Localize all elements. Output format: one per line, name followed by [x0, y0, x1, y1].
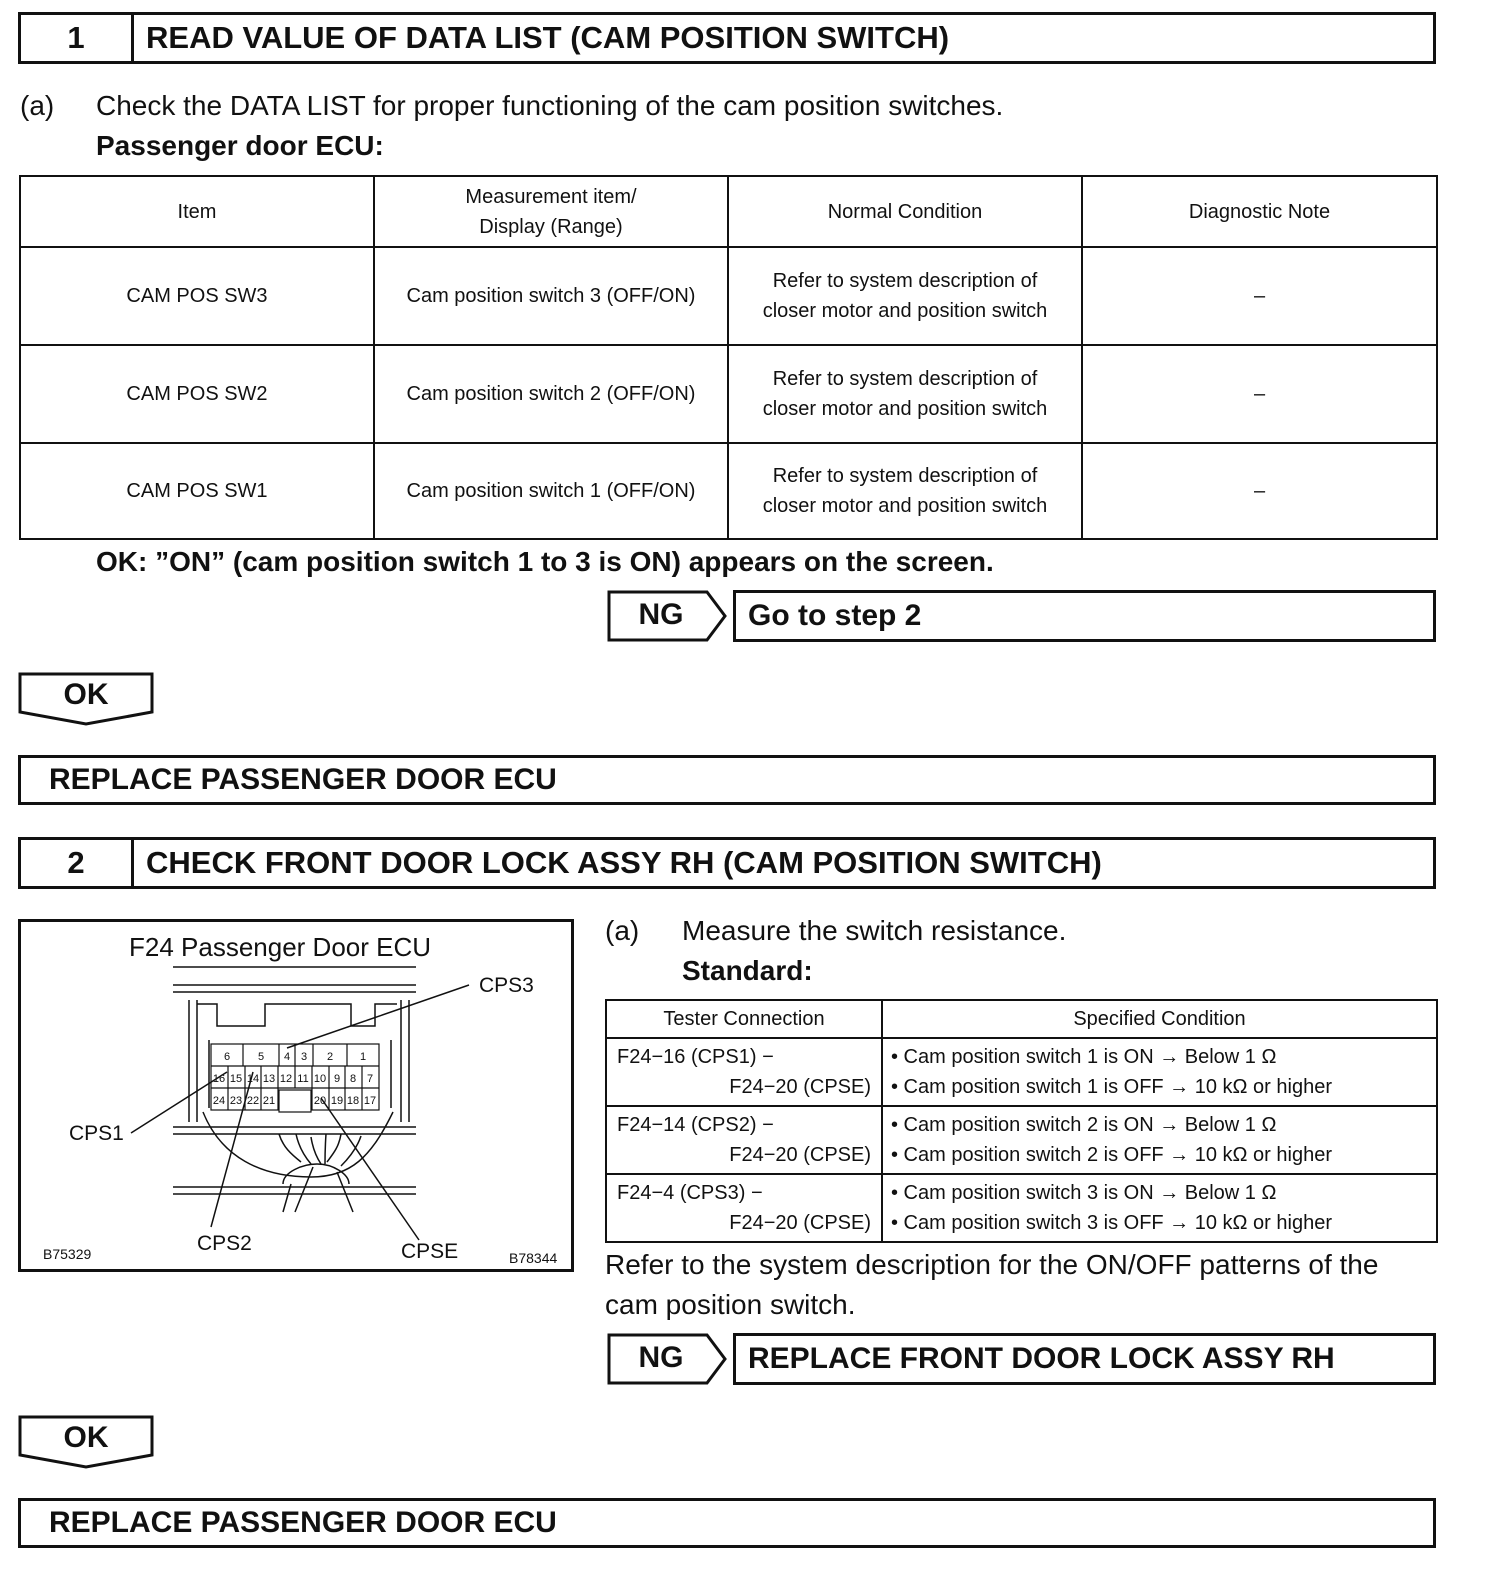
header-item: Item: [20, 176, 374, 247]
pin-label: 20: [313, 1095, 327, 1107]
step1-header: [18, 12, 1436, 64]
step2-title: CHECK FRONT DOOR LOCK ASSY RH (CAM POSITION SWITCH): [146, 845, 1102, 880]
step1-sub-a-marker: (a): [20, 90, 55, 121]
pin-label: 10: [313, 1073, 327, 1085]
specified-condition: • Cam position switch 3 is ON → Below 1 Ω • Cam position switch 3 is OFF → 10 kΩ or higher: [882, 1174, 1437, 1242]
pin-label: 22: [246, 1095, 260, 1107]
label-cps2: CPS2: [197, 1232, 252, 1255]
spec-table: [605, 999, 1438, 1243]
specified-condition: • Cam position switch 1 is ON → Below 1 Ω • Cam position switch 1 is OFF → 10 kΩ or higher: [882, 1038, 1437, 1106]
label-cpse: CPSE: [401, 1240, 459, 1263]
pin-label: 23: [229, 1095, 243, 1107]
label-cps1: CPS1: [69, 1122, 124, 1145]
step1-ng-row: [607, 590, 1436, 642]
header-measurement: Measurement item/ Display (Range): [374, 176, 728, 247]
header-diagnostic-note: Diagnostic Note: [1082, 176, 1437, 247]
pin-label: 9: [333, 1073, 341, 1085]
table-row: [606, 1038, 1437, 1106]
row-note: –: [1082, 443, 1437, 539]
pin-label: 21: [262, 1095, 276, 1107]
row-condition: Refer to system description of closer motor and position switch: [728, 247, 1082, 345]
header-tester-connection: Tester Connection: [606, 1000, 882, 1038]
pin-label: 3: [300, 1051, 308, 1063]
pin-label: 14: [246, 1073, 260, 1085]
specified-condition: • Cam position switch 2 is ON → Below 1 Ω • Cam position switch 2 is OFF → 10 kΩ or higher: [882, 1106, 1437, 1174]
leader-cps3: [287, 985, 469, 1048]
header-normal-condition: Normal Condition: [728, 176, 1082, 247]
step1-ok-label: OK: [63, 678, 109, 711]
pin-label: 7: [366, 1073, 374, 1085]
table-row: [20, 247, 1437, 345]
row-measure: Cam position switch 1 (OFF/ON): [374, 443, 728, 539]
pin-label: 4: [283, 1051, 291, 1063]
connector-diagram: [18, 919, 574, 1272]
pin-label: 8: [349, 1073, 357, 1085]
step1-ng-label: NG: [638, 598, 684, 631]
tester-connection: F24−4 (CPS3) − F24−20 (CPSE): [606, 1174, 882, 1242]
ok-condition-text: OK: ”ON” (cam position switch 1 to 3 is ON) appears on the screen.: [96, 546, 994, 577]
row-note: –: [1082, 247, 1437, 345]
pin-label: 15: [229, 1073, 243, 1085]
table-header-row: [20, 176, 1437, 247]
step2-number: 2: [21, 840, 134, 886]
pin-label: 17: [363, 1095, 377, 1107]
label-cps3: CPS3: [479, 974, 534, 997]
row-condition: Refer to system description of closer motor and position switch: [728, 345, 1082, 443]
code-right: B78344: [509, 1250, 558, 1266]
step1-ng-button[interactable]: [607, 590, 727, 640]
refer-line-1: Refer to the system description for the ON/OFF patterns of the: [605, 1249, 1379, 1280]
row-item: CAM POS SW1: [20, 443, 374, 539]
pin-label: 13: [262, 1073, 276, 1085]
data-list-table: [19, 175, 1438, 540]
step1-ng-target: Go to step 2: [733, 590, 1436, 642]
pin-label: 24: [212, 1095, 226, 1107]
table-row: [20, 443, 1437, 539]
step2-ng-button[interactable]: [607, 1333, 727, 1383]
pin-label: 19: [330, 1095, 344, 1107]
step2-header: [18, 837, 1436, 889]
row-item: CAM POS SW3: [20, 247, 374, 345]
refer-line-2: cam position switch.: [605, 1289, 856, 1320]
pin-label: 1: [359, 1051, 367, 1063]
tester-connection: F24−14 (CPS2) − F24−20 (CPSE): [606, 1106, 882, 1174]
spec-header-row: [606, 1000, 1437, 1038]
pin-label: 11: [297, 1073, 309, 1085]
code-left: B75329: [43, 1246, 92, 1262]
table-row: [20, 345, 1437, 443]
step2-sub-a-text: Measure the switch resistance.: [682, 915, 1067, 946]
step1-number: 1: [21, 15, 134, 61]
step2-result-box: REPLACE PASSENGER DOOR ECU: [18, 1498, 1436, 1548]
pin-label: 16: [212, 1073, 226, 1085]
pin-label: 18: [346, 1095, 360, 1107]
pin-label: 2: [326, 1051, 334, 1063]
diagram-title: F24 Passenger Door ECU: [129, 932, 432, 962]
pin-label: 6: [223, 1051, 231, 1063]
table-row: [606, 1106, 1437, 1174]
step2-ok-button[interactable]: [18, 1415, 154, 1469]
row-note: –: [1082, 345, 1437, 443]
pin-label: 12: [279, 1073, 293, 1085]
step1-result-box: REPLACE PASSENGER DOOR ECU: [18, 755, 1436, 805]
row-item: CAM POS SW2: [20, 345, 374, 443]
tester-connection: F24−16 (CPS1) − F24−20 (CPSE): [606, 1038, 882, 1106]
header-specified-condition: Specified Condition: [882, 1000, 1437, 1038]
step1-title: READ VALUE OF DATA LIST (CAM POSITION SWITCH): [146, 20, 950, 55]
row-measure: Cam position switch 2 (OFF/ON): [374, 345, 728, 443]
step2-ng-label: NG: [638, 1341, 684, 1374]
row-measure: Cam position switch 3 (OFF/ON): [374, 247, 728, 345]
pin-label: 5: [257, 1051, 265, 1063]
ecu-label: Passenger door ECU:: [96, 130, 384, 161]
step2-ng-row: [607, 1333, 1436, 1385]
step2-ng-target: REPLACE FRONT DOOR LOCK ASSY RH: [733, 1333, 1436, 1385]
step2-ok-label: OK: [63, 1421, 109, 1454]
step2-sub-a-marker: (a): [605, 915, 640, 946]
table-row: [606, 1174, 1437, 1242]
row-condition: Refer to system description of closer motor and position switch: [728, 443, 1082, 539]
step1-ok-button[interactable]: [18, 672, 154, 726]
step1-sub-a-text: Check the DATA LIST for proper functioning of the cam position switches.: [96, 90, 1004, 121]
standard-label: Standard:: [682, 955, 813, 986]
